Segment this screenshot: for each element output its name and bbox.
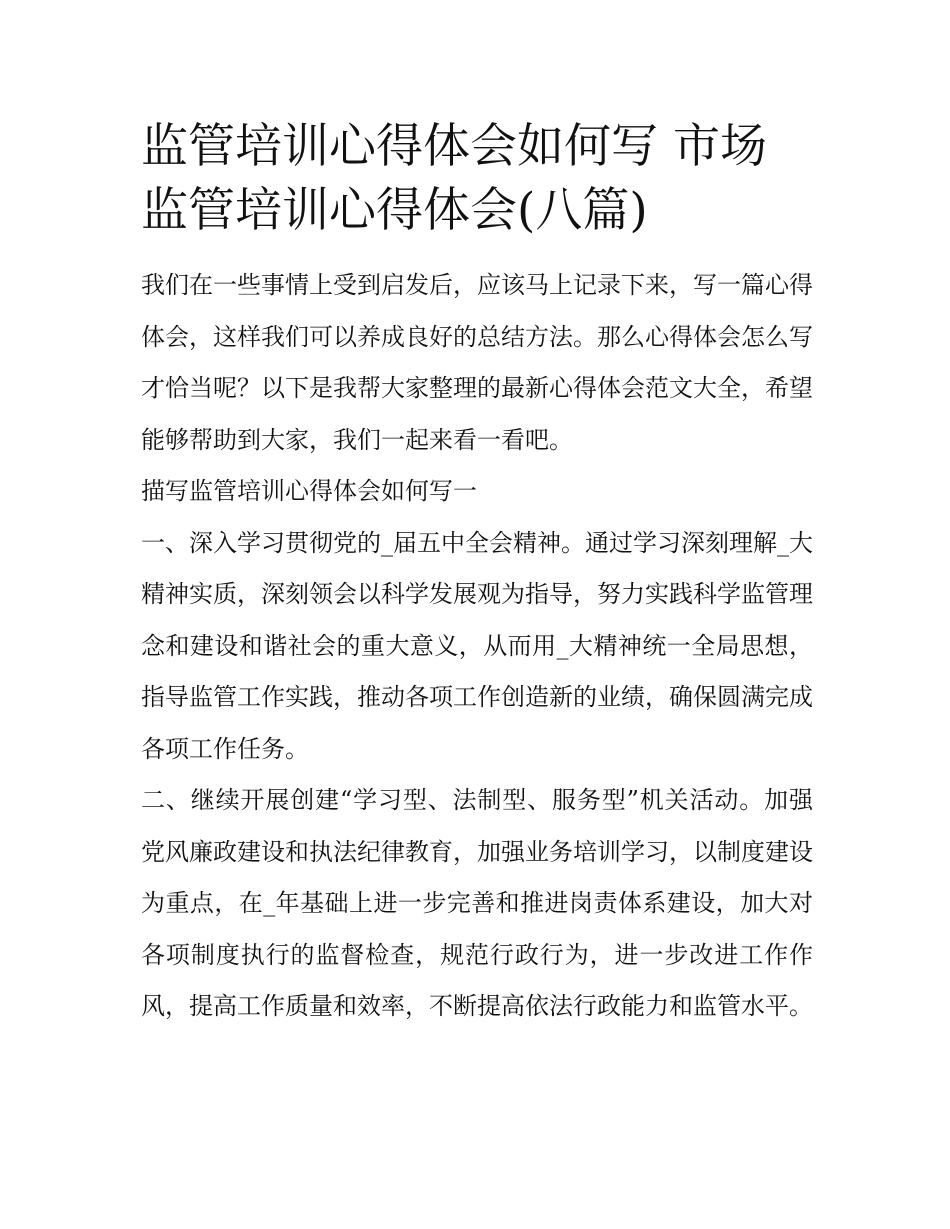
document-title: 监管培训心得体会如何写 市场监管培训心得体会(八篇) bbox=[141, 119, 767, 238]
document-content bbox=[141, 115, 813, 1033]
body-paragraph-one: 一、深入学习贯彻党的_届五中全会精神。通过学习深刻理解_大精神实质，深刻领会以科学发展观为指导，努力实践科学监管理念和建设和谐社会的重大意义，从而用_大精神统一全局思想，指导监管工作实践，推动各项工作创造新的业绩，确保圆满完成各项工作任务。 bbox=[141, 528, 813, 763]
intro-paragraph: 我们在一些事情上受到启发后，应该马上记录下来，写一篇心得体会，这样我们可以养成良好的总结方法。那么心得体会怎么写才恰当呢？以下是我帮大家整理的最新心得体会范文大全，希望能够帮助到大家，我们一起来看一看吧。 bbox=[141, 271, 813, 454]
body-paragraph-two: 二、继续开展创建“学习型、法制型、服务型”机关活动。加强党风廉政建设和执法纪律教育，加强业务培训学习，以制度建设为重点，在_年基础上进一步完善和推进岗责体系建设，加大对各项制度执行的监督检查，规范行政行为，进一步改进工作作风，提高工作质量和效率，不断提高依法行政能力和监管水平。 bbox=[141, 786, 813, 1020]
section-heading: 描写监管培训心得体会如何写一 bbox=[141, 477, 477, 505]
